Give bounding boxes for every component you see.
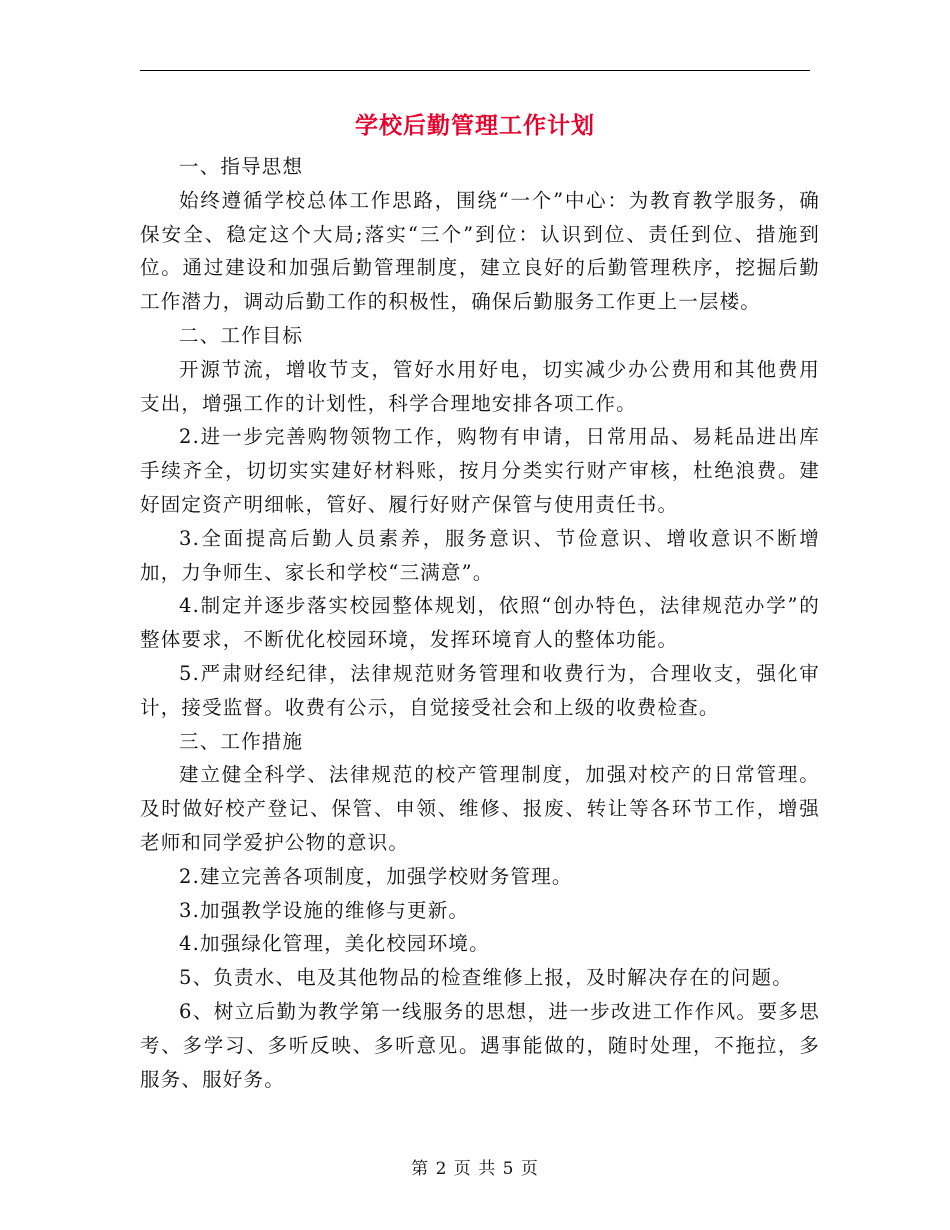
section-heading: 二、工作目标 [179,323,304,347]
paragraph: 6、树立后勤为教学第一线服务的思想，进一步改进工作作风。要多思考、多学习、多听反映、多听意见。遇事能做的，随时处理，不拖拉，多服务、服好务。 [140,999,820,1091]
section-heading: 三、工作措施 [179,729,304,753]
paragraph: 4.加强绿化管理，美化校园环境。 [179,932,490,956]
paragraph: 始终遵循学校总体工作思路，围绕“一个”中心：为教育教学服务，确保安全、稳定这个大局;落实“三个”到位：认识到位、责任到位、措施到位。通过建设和加强后勤管理制度，建立良好的后勤管理秩序，挖掘后勤工作潜力，调动后勤工作的积极性，确保后勤服务工作更上一层楼。 [140,188,820,314]
paragraph: 3.全面提高后勤人员素养，服务意识、节俭意识、增收意识不断增加，力争师生、家长和学校“三满意”。 [140,526,820,584]
paragraph: 3.加强教学设施的维修与更新。 [179,898,470,922]
header-rule [140,70,810,71]
paragraph: 5、负责水、电及其他物品的检查维修上报，及时解决存在的问题。 [179,966,793,990]
paragraph: 4.制定并逐步落实校园整体规划，依照“创办特色，法律规范办学”的整体要求，不断优化校园环境，发挥环境育人的整体功能。 [140,594,820,652]
paragraph: 2.进一步完善购物领物工作，购物有申请，日常用品、易耗品进出库手续齐全，切切实实建好材料账，按月分类实行财产审核，杜绝浪费。建好固定资产明细帐，管好、履行好财产保管与使用责任书。 [140,425,820,516]
page-number: 第 2 页 共 5 页 [411,1159,539,1179]
paragraph: 开源节流，增收节支，管好水用好电，切实减少办公费用和其他费用支出，增强工作的计划性，科学合理地安排各项工作。 [140,357,820,415]
document-body [140,150,820,1096]
paragraph: 5.严肃财经纪律，法律规范财务管理和收费行为，合理收支，强化审计，接受监督。收费有公示，自觉接受社会和上级的收费检查。 [140,661,820,719]
paragraph: 建立健全科学、法律规范的校产管理制度，加强对校产的日常管理。及时做好校产登记、保管、申领、维修、报废、转让等各环节工作，增强老师和同学爱护公物的意识。 [140,763,820,854]
section-heading: 一、指导思想 [179,155,304,178]
document-title: 学校后勤管理工作计划 [355,112,595,139]
paragraph: 2.建立完善各项制度，加强学校财务管理。 [179,864,573,888]
